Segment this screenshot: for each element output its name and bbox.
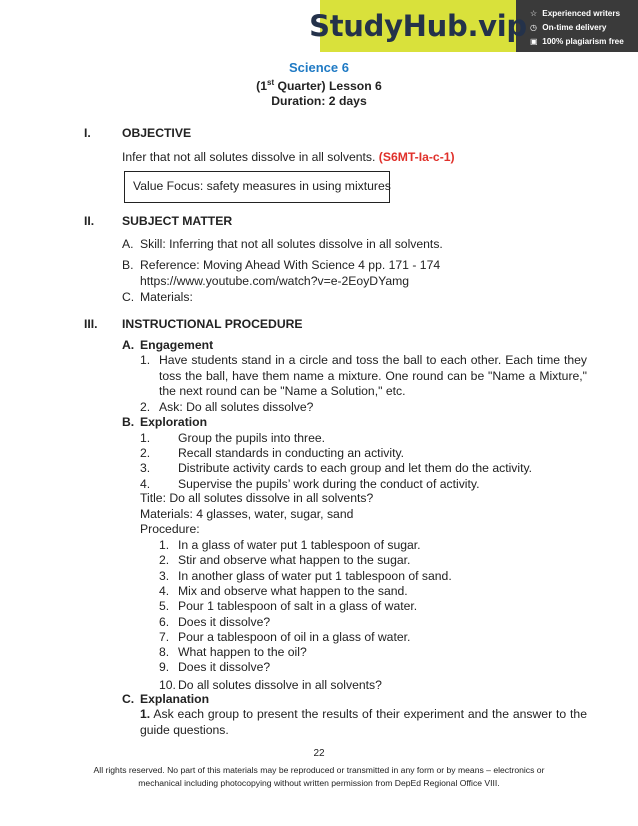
engagement-label: A. xyxy=(122,338,135,352)
exploration-step: Supervise the pupils’ work during the conduct of activity. xyxy=(178,476,480,491)
value-focus-text: Value Focus: safety measures in using mixtures xyxy=(133,179,391,193)
exploration-step-number: 3. xyxy=(140,461,151,476)
objective-heading: OBJECTIVE xyxy=(122,126,192,140)
procedure-step: Does it dissolve? xyxy=(178,614,271,629)
exploration-heading: Exploration xyxy=(140,415,208,429)
procedure-step-number: 9. xyxy=(159,660,170,675)
procedure-step-number: 7. xyxy=(159,629,170,644)
feature-plagiarism-free: ▣ 100% plagiarism free xyxy=(530,37,624,46)
clock-icon: ◷ xyxy=(530,23,538,32)
explanation-label: C. xyxy=(122,692,135,706)
logo-text: StudyHub.vip xyxy=(309,9,527,43)
subject-heading: SUBJECT MATTER xyxy=(122,214,233,228)
subject-label-a: A. xyxy=(122,237,134,251)
procedure-step-number: 4. xyxy=(159,583,170,598)
procedure-step: Do all solutes dissolve in all solvents? xyxy=(178,677,382,692)
studyhub-logo[interactable] xyxy=(309,0,527,52)
exploration-label: B. xyxy=(122,415,135,429)
procedure-step: Does it dissolve? xyxy=(178,660,271,675)
subject-reference: Reference: Moving Ahead With Science 4 pp. 171 - 174 xyxy=(140,258,441,272)
procedure-step: Stir and observe what happen to the sugar. xyxy=(178,553,411,568)
procedure-label: Procedure: xyxy=(140,522,200,536)
procedure-step-number: 1. xyxy=(159,538,170,552)
subject-label-c: C. xyxy=(122,290,135,304)
engagement-item1-num: 1. xyxy=(140,353,151,367)
procedure-step-number: 8. xyxy=(159,645,170,660)
engagement-heading: Engagement xyxy=(140,338,214,352)
procedure-step-number: 2. xyxy=(159,553,170,568)
subject-materials: Materials: xyxy=(140,290,193,304)
subject-label-b: B. xyxy=(122,258,134,272)
section-number-3: III. xyxy=(84,317,98,331)
rights-notice-line2: mechanical including photocopying without written permission from DepEd Regional Office VIII. xyxy=(138,778,500,788)
activity-title: Title: Do all solutes dissolve in all solvents? xyxy=(140,491,374,505)
procedure-step: In a glass of water put 1 tablespoon of sugar. xyxy=(178,538,421,552)
procedure-step-number: 5. xyxy=(159,599,170,614)
activity-materials: Materials: 4 glasses, water, sugar, sand xyxy=(140,507,354,521)
procedure-step: In another glass of water put 1 tablespoon of sand. xyxy=(178,568,452,583)
exploration-step: Recall standards in conducting an activity. xyxy=(178,446,405,461)
procedure-heading: INSTRUCTIONAL PROCEDURE xyxy=(122,317,303,331)
studyhub-banner[interactable] xyxy=(309,0,638,52)
explanation-item: 1. Ask each group to present the results of their experiment and the answer to the guide questions. xyxy=(140,707,587,737)
competency-code: (S6MT-Ia-c-1) xyxy=(378,150,455,164)
procedure-step: Pour 1 tablespoon of salt in a glass of water. xyxy=(178,599,418,614)
section-number-2: II. xyxy=(84,214,95,228)
exploration-step-number: 4. xyxy=(140,476,151,491)
exploration-step-number: 2. xyxy=(140,446,151,461)
subject-skill: Skill: Inferring that not all solutes dissolve in all solvents. xyxy=(140,237,443,251)
explanation-heading: Explanation xyxy=(140,692,210,706)
exploration-step: Group the pupils into three. xyxy=(178,431,326,445)
document-check-icon: ▣ xyxy=(530,37,538,46)
value-focus-box xyxy=(124,171,390,203)
lesson-duration: Duration: 2 days xyxy=(271,94,367,108)
star-icon: ☆ xyxy=(530,9,538,18)
engagement-item2-num: 2. xyxy=(140,400,151,414)
lesson-quarter: (1st Quarter) Lesson 6 xyxy=(256,78,382,94)
exploration-step: Distribute activity cards to each group and let them do the activity. xyxy=(178,461,533,476)
procedure-step: Pour a tablespoon of oil in a glass of water. xyxy=(178,629,411,644)
reference-url: https://www.youtube.com/watch?v=e-2EoyDYamg xyxy=(140,274,410,288)
procedure-step: Mix and observe what happen to the sand. xyxy=(178,583,408,598)
procedure-step-number: 10. xyxy=(159,677,176,692)
procedure-step: What happen to the oil? xyxy=(178,645,307,660)
engagement-item1: Have students stand in a circle and toss the ball to each other. Each time they toss the ball, have them name a mixture. One round can be "Name a Mixture," the next round can be "Name a Solution," etc. xyxy=(159,353,587,398)
page-number: 22 xyxy=(313,748,325,759)
feature-experienced-writers: ☆ Experienced writers xyxy=(530,9,621,18)
procedure-step-number: 3. xyxy=(159,568,170,583)
page-title: Science 6 xyxy=(289,60,349,75)
feature-on-time-delivery: ◷ On-time delivery xyxy=(530,23,607,32)
engagement-item2: Ask: Do all solutes dissolve? xyxy=(159,400,314,414)
procedure-step-number: 6. xyxy=(159,614,170,629)
exploration-step-number: 1. xyxy=(140,431,151,445)
rights-notice-line1: All rights reserved. No part of this materials may be reproduced or transmitted in any form or by means – electronics or xyxy=(93,765,545,775)
section-number-1: I. xyxy=(84,126,91,140)
objective-text: Infer that not all solutes dissolve in all solvents. (S6MT-Ia-c-1) xyxy=(122,150,455,164)
